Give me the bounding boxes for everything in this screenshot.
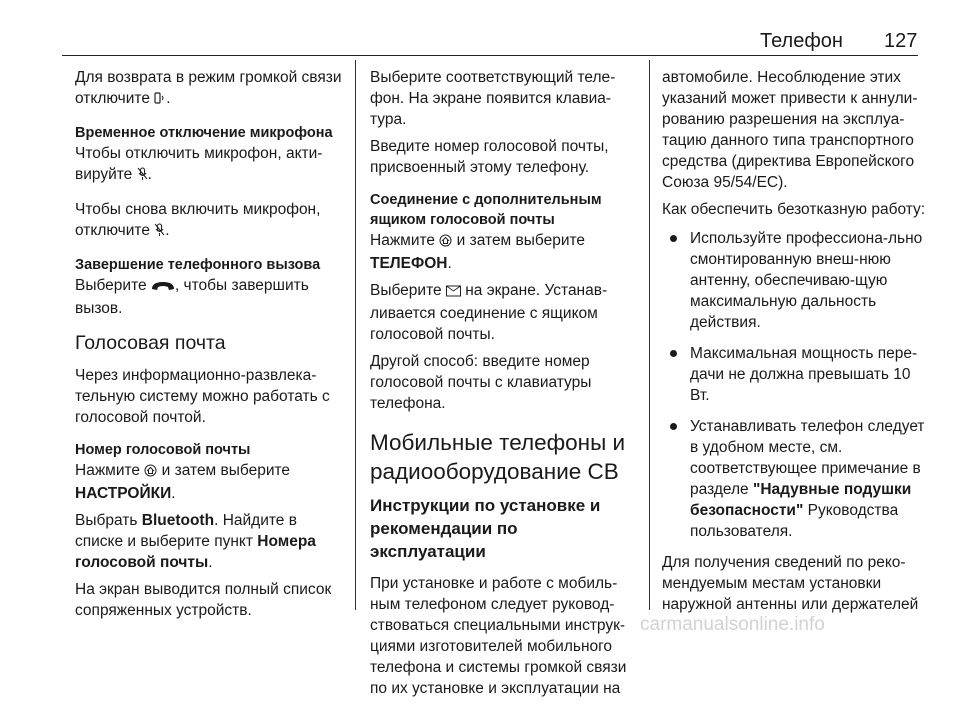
paragraph: На экран выводится полный список сопряженных устройств. — [75, 581, 332, 619]
bullet-item — [662, 343, 928, 406]
bullet-item — [662, 416, 928, 542]
bullet-icon — [670, 350, 677, 357]
text: . — [171, 485, 176, 502]
text: Выберите — [75, 277, 151, 294]
text: Выбрать — [75, 512, 142, 529]
section-heading: Временное отключение микрофона — [75, 125, 333, 141]
chapter-title: Мобильные телефоны и радиооборудование СВ — [370, 430, 626, 484]
section-heading: Соединение с дополнительным ящиком голосовой почты — [370, 192, 602, 228]
page-header — [0, 30, 960, 54]
column-right — [662, 67, 928, 627]
text: , чтобы завершить вызов. — [75, 277, 309, 317]
mic-mute-icon — [154, 222, 165, 243]
text: Чтобы отключить микрофон, акти-вируйте — [75, 145, 323, 183]
reference-term: "Надувные подушки безопасности" — [690, 481, 912, 519]
paragraph: автомобиле. Несоблюдение этих указаний может привести к аннули-рованию разрешения на эксплуа-тацию данного типа транспортного средства (директива Европейского Союза 95/54/ЕС). — [662, 69, 918, 191]
text: Нажмите — [75, 462, 145, 479]
end-call-icon — [151, 277, 175, 298]
text: Используйте профессиона-льно смонтированную внеш-нюю антенну, обеспечиваю-щую максимальную дальность действия. — [690, 230, 923, 331]
paragraph: Введите номер голосовой почты, присвоенный этому телефону. — [370, 138, 609, 176]
text: и затем выберите — [452, 232, 586, 249]
text: на экране. Устанав-ливается соединение с ящиком голосовой почты. — [370, 282, 608, 343]
paragraph — [75, 67, 343, 111]
text: . — [165, 222, 170, 239]
paragraph: Через информационно-развлека-тельную систему можно работать с голосовой почтой. — [75, 367, 330, 426]
text: Чтобы снова включить микрофон, отключите — [75, 201, 321, 239]
column-divider — [649, 60, 650, 610]
paragraph: Другой способ: введите номер голосовой почты с клавиатуры телефона. — [370, 353, 592, 412]
bullet-item — [662, 228, 928, 333]
section-title: Голосовая почта — [75, 332, 226, 354]
header-rule — [62, 55, 918, 56]
paragraph: При установке и работе с мобиль-ным телефоном следует руковод-ствоваться специальными инструк-циями изготовителей мобильного телефона и системы громкой связи по их установке и эксплуатации на — [370, 575, 627, 697]
text: Для возврата в режим громкой связи отключите — [75, 69, 342, 107]
paragraph: Для получения сведений по реко-мендуемым местам установки наружной антенны или держателей — [662, 554, 919, 613]
home-icon — [144, 462, 157, 483]
section-heading: Номер голосовой почты — [75, 442, 251, 458]
text: . — [147, 166, 152, 183]
paragraph — [75, 460, 343, 504]
mic-mute-icon — [137, 166, 148, 187]
menu-term: НАСТРОЙКИ — [75, 485, 172, 502]
text: Нажмите — [370, 232, 440, 249]
paragraph — [75, 143, 343, 187]
text: . — [447, 255, 452, 272]
text: Руководства пользователя. — [690, 502, 899, 540]
handsfree-icon — [154, 90, 166, 111]
page-number: 127 — [884, 30, 918, 52]
section-title: Инструкции по установке и рекомендации по эксплуатации — [370, 496, 601, 561]
voicemail-icon — [446, 282, 461, 303]
text: . — [208, 554, 213, 571]
text: Максимальная мощность пере-дачи не должна превышать 10 Вт. — [690, 345, 918, 404]
column-divider — [355, 60, 356, 610]
page-title: Телефон — [760, 30, 843, 52]
text: и затем выберите — [157, 462, 291, 479]
column-left — [75, 67, 343, 633]
paragraph: Выберите соответствующий теле-фон. На экране появится клавиа-тура. — [370, 69, 616, 128]
paragraph — [75, 275, 343, 319]
bullet-icon — [670, 235, 677, 242]
paragraph — [75, 510, 343, 573]
menu-term: Номера голосовой почты — [75, 533, 316, 571]
column-middle — [370, 67, 636, 711]
bullet-icon — [670, 423, 677, 430]
paragraph — [370, 280, 636, 345]
text: Выберите — [370, 282, 446, 299]
paragraph — [75, 199, 343, 243]
paragraph: Как обеспечить безотказную работу: — [662, 201, 926, 218]
menu-term: Bluetooth — [141, 512, 215, 529]
text: Устанавливать телефон следует в удобном месте, см. соответствующее примечание в разделе — [690, 418, 925, 498]
menu-term: ТЕЛЕФОН — [370, 255, 448, 272]
section-heading: Завершение телефонного вызова — [75, 257, 321, 273]
home-icon — [439, 232, 452, 253]
paragraph — [370, 230, 636, 274]
watermark: carmanualsonline.info — [640, 614, 825, 635]
text: . — [166, 90, 171, 107]
text: . Найдите в списке и выберите пункт — [75, 512, 297, 550]
